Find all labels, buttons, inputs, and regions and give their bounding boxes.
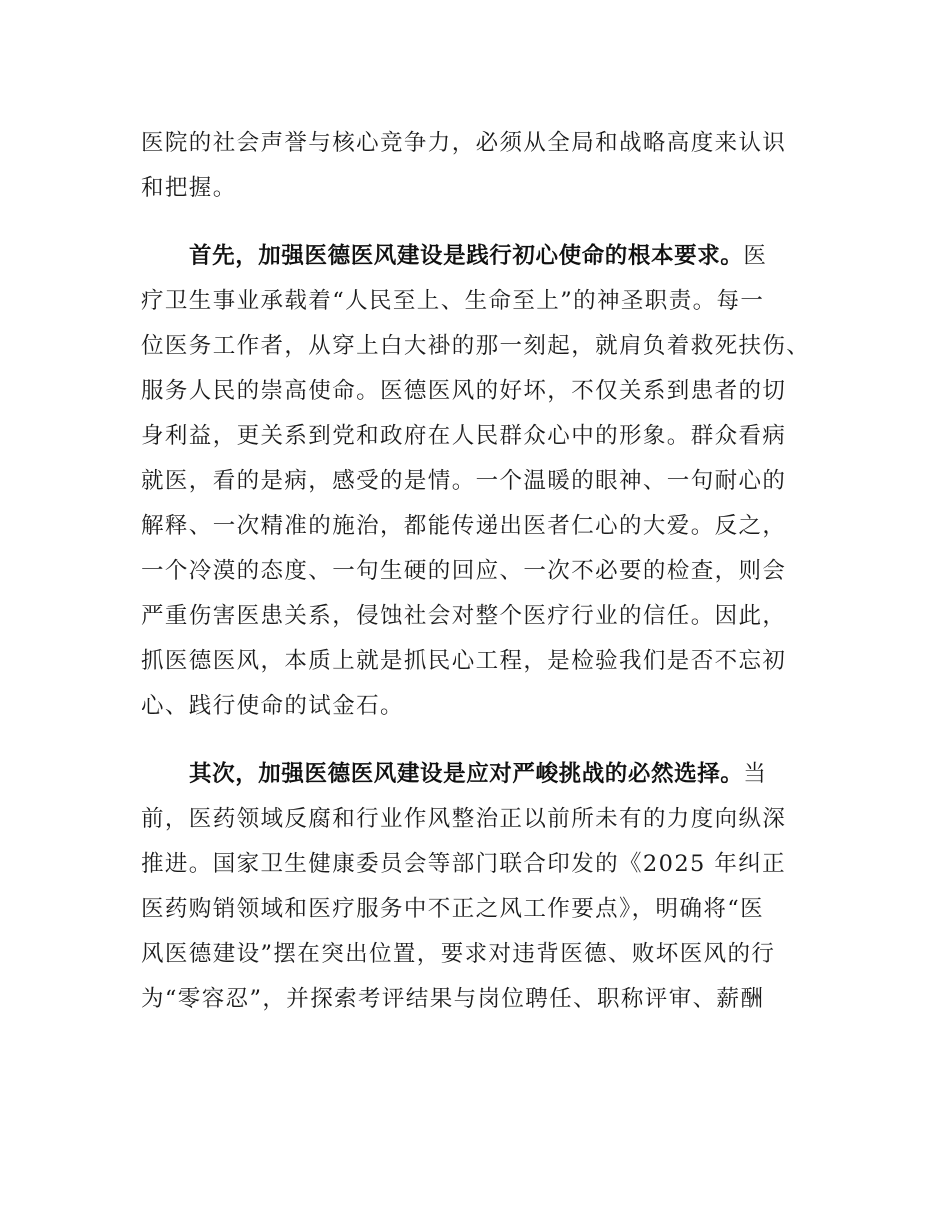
text-line [141, 416, 821, 461]
line-text: 医药购销领域和医疗服务中不正之风工作要点》，明确将“医 [141, 896, 765, 922]
point-heading: 其次，加强医德医风建设是应对严峻挑战的必然选择。 [189, 761, 744, 787]
line-text: 医院的社会声誉与核心竞争力，必须从全局和战略高度来认识 [141, 130, 787, 156]
text-line [141, 236, 821, 281]
document-body [141, 123, 821, 1047]
line-text: 位医务工作者，从穿上白大褂的那一刻起，就肩负着救死扶伤、 [141, 333, 811, 359]
paragraph-second-point [141, 754, 821, 1024]
line-text: 就医，看的是病，感受的是情。一个温暖的眼神、一句耐心的 [141, 468, 787, 494]
point-heading: 首先，加强医德医风建设是践行初心使命的根本要求。 [189, 243, 744, 269]
line-text: 疗卫生事业承载着“人民至上、生命至上”的神圣职责。每一 [141, 288, 765, 314]
text-line [141, 168, 821, 213]
text-line [141, 281, 821, 326]
text-line [141, 889, 821, 934]
text-line [141, 551, 821, 596]
line-text: 抓医德医风，本质上就是抓民心工程，是检验我们是否不忘初 [141, 648, 787, 674]
text-line [141, 979, 821, 1024]
text-line [141, 371, 821, 416]
line-text: 和把握。 [141, 175, 237, 201]
text-line [141, 799, 821, 844]
text-line [141, 506, 821, 551]
line-text: 推进。国家卫生健康委员会等部门联合印发的《2025 年纠正 [141, 851, 787, 877]
line-text: 解释、一次精准的施治，都能传递出医者仁心的大爱。反之， [141, 513, 787, 539]
text-line [141, 641, 821, 686]
line-text: 服务人民的崇高使命。医德医风的好坏，不仅关系到患者的切 [141, 378, 787, 404]
paragraph-first-point [141, 236, 821, 731]
text-line [141, 461, 821, 506]
line-text: 当 [743, 761, 768, 787]
line-text: 风医德建设”摆在突出位置，要求对违背医德、败坏医风的行 [141, 941, 776, 967]
line-text: 严重伤害医患关系，侵蚀社会对整个医疗行业的信任。因此， [141, 603, 787, 629]
paragraph-continuation [141, 123, 821, 213]
text-line [141, 844, 821, 889]
text-line [141, 754, 821, 799]
line-text: 心、践行使命的试金石。 [141, 693, 404, 719]
text-line [141, 686, 821, 731]
text-line [141, 326, 821, 371]
line-text: 身利益，更关系到党和政府在人民群众心中的形象。群众看病 [141, 423, 787, 449]
line-text: 为“零容忍”，并探索考评结果与岗位聘任、职称评审、薪酬 [141, 986, 765, 1012]
text-line [141, 596, 821, 641]
line-text: 医 [743, 243, 768, 269]
text-line [141, 123, 821, 168]
text-line [141, 934, 821, 979]
line-text: 一个冷漠的态度、一句生硬的回应、一次不必要的检查，则会 [141, 558, 787, 584]
line-text: 前，医药领域反腐和行业作风整治正以前所未有的力度向纵深 [141, 806, 787, 832]
